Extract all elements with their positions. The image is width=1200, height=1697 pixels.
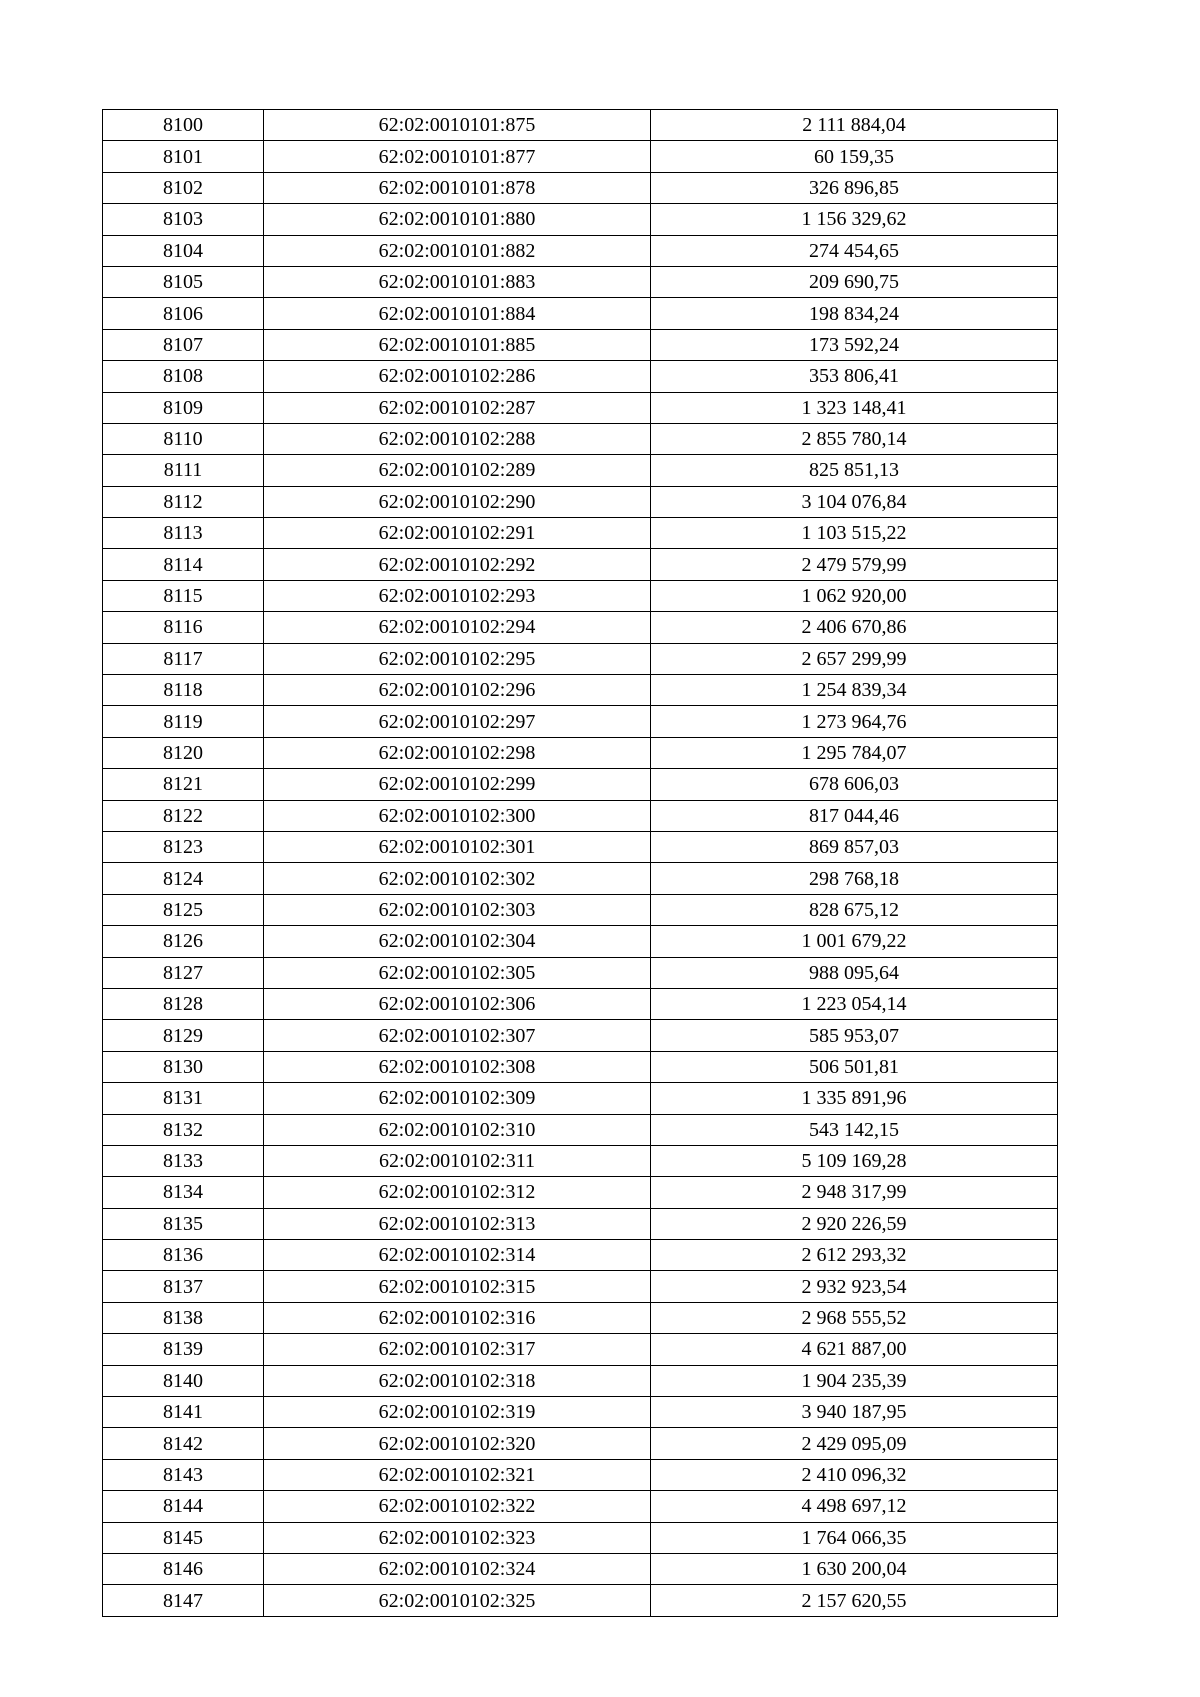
cadastral-number-cell: 62:02:0010102:294 bbox=[264, 612, 651, 643]
row-number-cell: 8137 bbox=[103, 1271, 264, 1302]
table-row bbox=[103, 518, 1058, 549]
cadastral-number-cell: 62:02:0010102:297 bbox=[264, 706, 651, 737]
table-row bbox=[103, 235, 1058, 266]
cadastral-value-cell: 3 940 187,95 bbox=[651, 1397, 1058, 1428]
row-number-cell: 8146 bbox=[103, 1553, 264, 1584]
cadastral-number-cell: 62:02:0010101:883 bbox=[264, 266, 651, 297]
table-row bbox=[103, 1177, 1058, 1208]
cadastral-value-cell: 4 621 887,00 bbox=[651, 1334, 1058, 1365]
cadastral-value-cell: 1 062 920,00 bbox=[651, 580, 1058, 611]
row-number-cell: 8145 bbox=[103, 1522, 264, 1553]
cadastral-value-cell: 988 095,64 bbox=[651, 957, 1058, 988]
table-row bbox=[103, 1491, 1058, 1522]
row-number-cell: 8104 bbox=[103, 235, 264, 266]
table-row bbox=[103, 329, 1058, 360]
table-row bbox=[103, 361, 1058, 392]
cadastral-value-cell: 1 323 148,41 bbox=[651, 392, 1058, 423]
cadastral-number-cell: 62:02:0010102:299 bbox=[264, 769, 651, 800]
cadastral-value-cell: 506 501,81 bbox=[651, 1051, 1058, 1082]
cadastral-value-cell: 1 335 891,96 bbox=[651, 1083, 1058, 1114]
cadastral-value-cell: 2 429 095,09 bbox=[651, 1428, 1058, 1459]
cadastral-value-cell: 2 612 293,32 bbox=[651, 1240, 1058, 1271]
table-row bbox=[103, 643, 1058, 674]
row-number-cell: 8112 bbox=[103, 486, 264, 517]
table-row bbox=[103, 800, 1058, 831]
cadastral-value-cell: 825 851,13 bbox=[651, 455, 1058, 486]
cadastral-number-cell: 62:02:0010102:321 bbox=[264, 1459, 651, 1490]
cadastral-value-cell: 2 406 670,86 bbox=[651, 612, 1058, 643]
cadastral-value-cell: 1 295 784,07 bbox=[651, 737, 1058, 768]
cadastral-number-cell: 62:02:0010102:303 bbox=[264, 894, 651, 925]
cadastral-number-cell: 62:02:0010101:877 bbox=[264, 141, 651, 172]
cadastral-number-cell: 62:02:0010102:301 bbox=[264, 831, 651, 862]
table-row bbox=[103, 1585, 1058, 1616]
cadastral-number-cell: 62:02:0010101:884 bbox=[264, 298, 651, 329]
row-number-cell: 8120 bbox=[103, 737, 264, 768]
row-number-cell: 8126 bbox=[103, 926, 264, 957]
table-row bbox=[103, 266, 1058, 297]
cadastral-number-cell: 62:02:0010102:311 bbox=[264, 1145, 651, 1176]
cadastral-value-cell: 1 103 515,22 bbox=[651, 518, 1058, 549]
cadastral-value-cell: 1 904 235,39 bbox=[651, 1365, 1058, 1396]
cadastral-number-cell: 62:02:0010102:317 bbox=[264, 1334, 651, 1365]
cadastral-value-cell: 4 498 697,12 bbox=[651, 1491, 1058, 1522]
cadastral-number-cell: 62:02:0010101:878 bbox=[264, 172, 651, 203]
row-number-cell: 8128 bbox=[103, 988, 264, 1019]
row-number-cell: 8139 bbox=[103, 1334, 264, 1365]
row-number-cell: 8108 bbox=[103, 361, 264, 392]
table-row bbox=[103, 1459, 1058, 1490]
cadastral-number-cell: 62:02:0010101:885 bbox=[264, 329, 651, 360]
table-row bbox=[103, 1240, 1058, 1271]
row-number-cell: 8133 bbox=[103, 1145, 264, 1176]
cadastral-number-cell: 62:02:0010102:308 bbox=[264, 1051, 651, 1082]
cadastral-value-cell: 2 479 579,99 bbox=[651, 549, 1058, 580]
cadastral-number-cell: 62:02:0010102:302 bbox=[264, 863, 651, 894]
cadastral-value-cell: 2 657 299,99 bbox=[651, 643, 1058, 674]
table-row bbox=[103, 1553, 1058, 1584]
row-number-cell: 8103 bbox=[103, 204, 264, 235]
row-number-cell: 8122 bbox=[103, 800, 264, 831]
cadastral-value-cell: 2 410 096,32 bbox=[651, 1459, 1058, 1490]
table-row bbox=[103, 298, 1058, 329]
cadastral-number-cell: 62:02:0010102:318 bbox=[264, 1365, 651, 1396]
cadastral-number-cell: 62:02:0010102:313 bbox=[264, 1208, 651, 1239]
table-row bbox=[103, 1145, 1058, 1176]
cadastral-number-cell: 62:02:0010102:310 bbox=[264, 1114, 651, 1145]
cadastral-number-cell: 62:02:0010102:312 bbox=[264, 1177, 651, 1208]
table-row bbox=[103, 1365, 1058, 1396]
table-row bbox=[103, 172, 1058, 203]
row-number-cell: 8119 bbox=[103, 706, 264, 737]
cadastral-value-cell: 2 111 884,04 bbox=[651, 110, 1058, 141]
cadastral-number-cell: 62:02:0010102:296 bbox=[264, 675, 651, 706]
table-row bbox=[103, 894, 1058, 925]
cadastral-value-cell: 869 857,03 bbox=[651, 831, 1058, 862]
cadastral-value-cell: 678 606,03 bbox=[651, 769, 1058, 800]
table-body bbox=[103, 110, 1058, 1617]
row-number-cell: 8131 bbox=[103, 1083, 264, 1114]
cadastral-value-cell: 209 690,75 bbox=[651, 266, 1058, 297]
table-row bbox=[103, 141, 1058, 172]
cadastral-value-cell: 817 044,46 bbox=[651, 800, 1058, 831]
table-row bbox=[103, 675, 1058, 706]
row-number-cell: 8106 bbox=[103, 298, 264, 329]
row-number-cell: 8143 bbox=[103, 1459, 264, 1490]
table-row bbox=[103, 1428, 1058, 1459]
table-row bbox=[103, 769, 1058, 800]
row-number-cell: 8132 bbox=[103, 1114, 264, 1145]
table-row bbox=[103, 486, 1058, 517]
row-number-cell: 8109 bbox=[103, 392, 264, 423]
table-row bbox=[103, 455, 1058, 486]
cadastral-number-cell: 62:02:0010102:322 bbox=[264, 1491, 651, 1522]
cadastral-value-cell: 1 273 964,76 bbox=[651, 706, 1058, 737]
table-row bbox=[103, 1397, 1058, 1428]
cadastral-value-cell: 274 454,65 bbox=[651, 235, 1058, 266]
row-number-cell: 8144 bbox=[103, 1491, 264, 1522]
table-row bbox=[103, 737, 1058, 768]
cadastral-value-cell: 828 675,12 bbox=[651, 894, 1058, 925]
row-number-cell: 8124 bbox=[103, 863, 264, 894]
row-number-cell: 8130 bbox=[103, 1051, 264, 1082]
cadastral-value-cell: 1 001 679,22 bbox=[651, 926, 1058, 957]
table-row bbox=[103, 110, 1058, 141]
row-number-cell: 8125 bbox=[103, 894, 264, 925]
row-number-cell: 8117 bbox=[103, 643, 264, 674]
cadastral-value-cell: 353 806,41 bbox=[651, 361, 1058, 392]
cadastral-number-cell: 62:02:0010101:875 bbox=[264, 110, 651, 141]
cadastral-value-table bbox=[102, 109, 1058, 1617]
table-row bbox=[103, 1334, 1058, 1365]
row-number-cell: 8147 bbox=[103, 1585, 264, 1616]
cadastral-number-cell: 62:02:0010102:293 bbox=[264, 580, 651, 611]
row-number-cell: 8123 bbox=[103, 831, 264, 862]
cadastral-value-cell: 1 630 200,04 bbox=[651, 1553, 1058, 1584]
table-row bbox=[103, 957, 1058, 988]
cadastral-number-cell: 62:02:0010102:298 bbox=[264, 737, 651, 768]
table-row bbox=[103, 1051, 1058, 1082]
cadastral-number-cell: 62:02:0010101:880 bbox=[264, 204, 651, 235]
cadastral-number-cell: 62:02:0010102:295 bbox=[264, 643, 651, 674]
cadastral-number-cell: 62:02:0010102:290 bbox=[264, 486, 651, 517]
row-number-cell: 8138 bbox=[103, 1302, 264, 1333]
cadastral-value-cell: 585 953,07 bbox=[651, 1020, 1058, 1051]
cadastral-number-cell: 62:02:0010102:307 bbox=[264, 1020, 651, 1051]
cadastral-number-cell: 62:02:0010102:300 bbox=[264, 800, 651, 831]
table-row bbox=[103, 706, 1058, 737]
table-row bbox=[103, 1271, 1058, 1302]
cadastral-number-cell: 62:02:0010102:306 bbox=[264, 988, 651, 1019]
cadastral-number-cell: 62:02:0010102:288 bbox=[264, 423, 651, 454]
row-number-cell: 8100 bbox=[103, 110, 264, 141]
cadastral-value-cell: 326 896,85 bbox=[651, 172, 1058, 203]
row-number-cell: 8136 bbox=[103, 1240, 264, 1271]
cadastral-value-cell: 198 834,24 bbox=[651, 298, 1058, 329]
cadastral-number-cell: 62:02:0010102:324 bbox=[264, 1553, 651, 1584]
cadastral-number-cell: 62:02:0010102:323 bbox=[264, 1522, 651, 1553]
cadastral-number-cell: 62:02:0010102:292 bbox=[264, 549, 651, 580]
cadastral-number-cell: 62:02:0010102:315 bbox=[264, 1271, 651, 1302]
row-number-cell: 8142 bbox=[103, 1428, 264, 1459]
table-row bbox=[103, 1302, 1058, 1333]
table-row bbox=[103, 1083, 1058, 1114]
table-row bbox=[103, 1020, 1058, 1051]
row-number-cell: 8127 bbox=[103, 957, 264, 988]
table-row bbox=[103, 1522, 1058, 1553]
row-number-cell: 8140 bbox=[103, 1365, 264, 1396]
cadastral-value-cell: 2 932 923,54 bbox=[651, 1271, 1058, 1302]
cadastral-number-cell: 62:02:0010102:309 bbox=[264, 1083, 651, 1114]
cadastral-number-cell: 62:02:0010102:291 bbox=[264, 518, 651, 549]
cadastral-value-cell: 3 104 076,84 bbox=[651, 486, 1058, 517]
table-row bbox=[103, 863, 1058, 894]
cadastral-number-cell: 62:02:0010102:316 bbox=[264, 1302, 651, 1333]
row-number-cell: 8107 bbox=[103, 329, 264, 360]
table-row bbox=[103, 831, 1058, 862]
cadastral-number-cell: 62:02:0010102:289 bbox=[264, 455, 651, 486]
row-number-cell: 8116 bbox=[103, 612, 264, 643]
row-number-cell: 8115 bbox=[103, 580, 264, 611]
row-number-cell: 8121 bbox=[103, 769, 264, 800]
row-number-cell: 8118 bbox=[103, 675, 264, 706]
row-number-cell: 8101 bbox=[103, 141, 264, 172]
row-number-cell: 8114 bbox=[103, 549, 264, 580]
cadastral-value-cell: 1 156 329,62 bbox=[651, 204, 1058, 235]
cadastral-number-cell: 62:02:0010102:286 bbox=[264, 361, 651, 392]
cadastral-value-cell: 60 159,35 bbox=[651, 141, 1058, 172]
cadastral-value-cell: 2 968 555,52 bbox=[651, 1302, 1058, 1333]
table-row bbox=[103, 612, 1058, 643]
table-row bbox=[103, 988, 1058, 1019]
cadastral-number-cell: 62:02:0010102:305 bbox=[264, 957, 651, 988]
table-row bbox=[103, 549, 1058, 580]
cadastral-number-cell: 62:02:0010102:314 bbox=[264, 1240, 651, 1271]
cadastral-number-cell: 62:02:0010101:882 bbox=[264, 235, 651, 266]
cadastral-value-cell: 2 920 226,59 bbox=[651, 1208, 1058, 1239]
table-row bbox=[103, 926, 1058, 957]
row-number-cell: 8113 bbox=[103, 518, 264, 549]
table-row bbox=[103, 392, 1058, 423]
row-number-cell: 8135 bbox=[103, 1208, 264, 1239]
cadastral-value-cell: 1 254 839,34 bbox=[651, 675, 1058, 706]
row-number-cell: 8105 bbox=[103, 266, 264, 297]
cadastral-value-cell: 2 157 620,55 bbox=[651, 1585, 1058, 1616]
cadastral-number-cell: 62:02:0010102:287 bbox=[264, 392, 651, 423]
table-row bbox=[103, 423, 1058, 454]
cadastral-value-cell: 1 764 066,35 bbox=[651, 1522, 1058, 1553]
cadastral-value-cell: 1 223 054,14 bbox=[651, 988, 1058, 1019]
table-row bbox=[103, 1208, 1058, 1239]
row-number-cell: 8111 bbox=[103, 455, 264, 486]
row-number-cell: 8102 bbox=[103, 172, 264, 203]
cadastral-number-cell: 62:02:0010102:304 bbox=[264, 926, 651, 957]
cadastral-number-cell: 62:02:0010102:325 bbox=[264, 1585, 651, 1616]
row-number-cell: 8129 bbox=[103, 1020, 264, 1051]
cadastral-value-cell: 5 109 169,28 bbox=[651, 1145, 1058, 1176]
cadastral-value-cell: 173 592,24 bbox=[651, 329, 1058, 360]
cadastral-value-cell: 2 948 317,99 bbox=[651, 1177, 1058, 1208]
cadastral-number-cell: 62:02:0010102:320 bbox=[264, 1428, 651, 1459]
cadastral-number-cell: 62:02:0010102:319 bbox=[264, 1397, 651, 1428]
row-number-cell: 8141 bbox=[103, 1397, 264, 1428]
cadastral-value-cell: 543 142,15 bbox=[651, 1114, 1058, 1145]
table-row bbox=[103, 580, 1058, 611]
table-row bbox=[103, 204, 1058, 235]
row-number-cell: 8110 bbox=[103, 423, 264, 454]
cadastral-value-cell: 2 855 780,14 bbox=[651, 423, 1058, 454]
cadastral-value-cell: 298 768,18 bbox=[651, 863, 1058, 894]
table-row bbox=[103, 1114, 1058, 1145]
row-number-cell: 8134 bbox=[103, 1177, 264, 1208]
